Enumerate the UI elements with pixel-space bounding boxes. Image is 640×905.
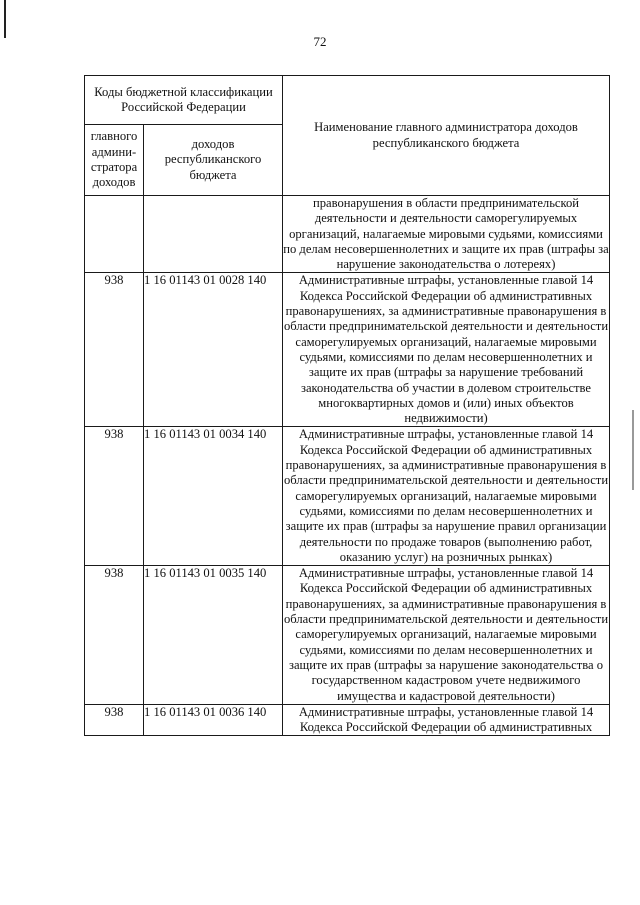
- scan-edge-mark: [4, 0, 6, 38]
- cell-revenue-name: Административные штрафы, установленные главой 14 Кодекса Российской Федерации об административных: [283, 704, 610, 736]
- header-budget-classification-codes: Коды бюджетной классификации Российской Федерации: [85, 76, 283, 125]
- scan-edge-mark: [632, 410, 634, 490]
- header-administrator-name: Наименование главного администратора доходов республиканского бюджета: [283, 76, 610, 196]
- cell-admin-code: 938: [85, 273, 144, 427]
- table-header-row: [85, 76, 610, 125]
- cell-admin-code: 938: [85, 566, 144, 705]
- table-row: [85, 566, 610, 705]
- budget-codes-table: [84, 75, 610, 736]
- table-row: [85, 273, 610, 427]
- cell-admin-code: 938: [85, 427, 144, 566]
- cell-budget-code: 1 16 01143 01 0028 140: [144, 273, 283, 427]
- cell-budget-code: [144, 196, 283, 273]
- cell-admin-code: 938: [85, 704, 144, 736]
- table-row: [85, 704, 610, 736]
- header-republican-budget-revenue: доходов республиканского бюджета: [144, 125, 283, 196]
- cell-budget-code: 1 16 01143 01 0034 140: [144, 427, 283, 566]
- table-row: [85, 196, 610, 273]
- cell-revenue-name: Административные штрафы, установленные главой 14 Кодекса Российской Федерации об административных правонарушениях, за административные правонарушения в области предпринимательской деятельности и деятельности саморегулируемых организаций, налагаемые мировыми судьями, комиссиями по делам несовершеннолетних и защите их прав (штрафы за нарушение правил организации деятельности по продаже товаров (выполнению работ, оказанию услуг) на розничных рынках): [283, 427, 609, 564]
- header-main-administrator: главного админи-стратора доходов: [85, 125, 144, 196]
- cell-revenue-name: Административные штрафы, установленные главой 14 Кодекса Российской Федерации об административных правонарушениях, за административные правонарушения в области предпринимательской деятельности и деятельности саморегулируемых организаций, налагаемые мировыми судьями, комиссиями по делам несовершеннолетних и защите их прав (штрафы за нарушение законодательства о государственном кадастровом учете недвижимого имущества и кадастровой деятельности): [283, 566, 609, 703]
- page-number: 72: [313, 34, 327, 49]
- cell-revenue-name: правонарушения в области предпринимательской деятельности и деятельности саморегулируемых организаций, налагаемые мировыми судьями, комиссиями по делам несовершеннолетних и защите их прав (штрафы за нарушение законодательства о лотереях): [283, 196, 609, 272]
- cell-budget-code: 1 16 01143 01 0035 140: [144, 566, 283, 705]
- cell-revenue-name: Административные штрафы, установленные главой 14 Кодекса Российской Федерации об административных правонарушениях, за административные правонарушения в области предпринимательской деятельности и деятельности саморегулируемых организаций, налагаемые мировыми судьями, комиссиями по делам несовершеннолетних и защите их прав (штрафы за нарушение требований законодательства об участии в долевом строительстве многоквартирных домов и (или) иных объектов недвижимости): [283, 273, 609, 426]
- cell-admin-code: [85, 196, 144, 273]
- cell-budget-code: 1 16 01143 01 0036 140: [144, 704, 283, 736]
- table-row: [85, 427, 610, 566]
